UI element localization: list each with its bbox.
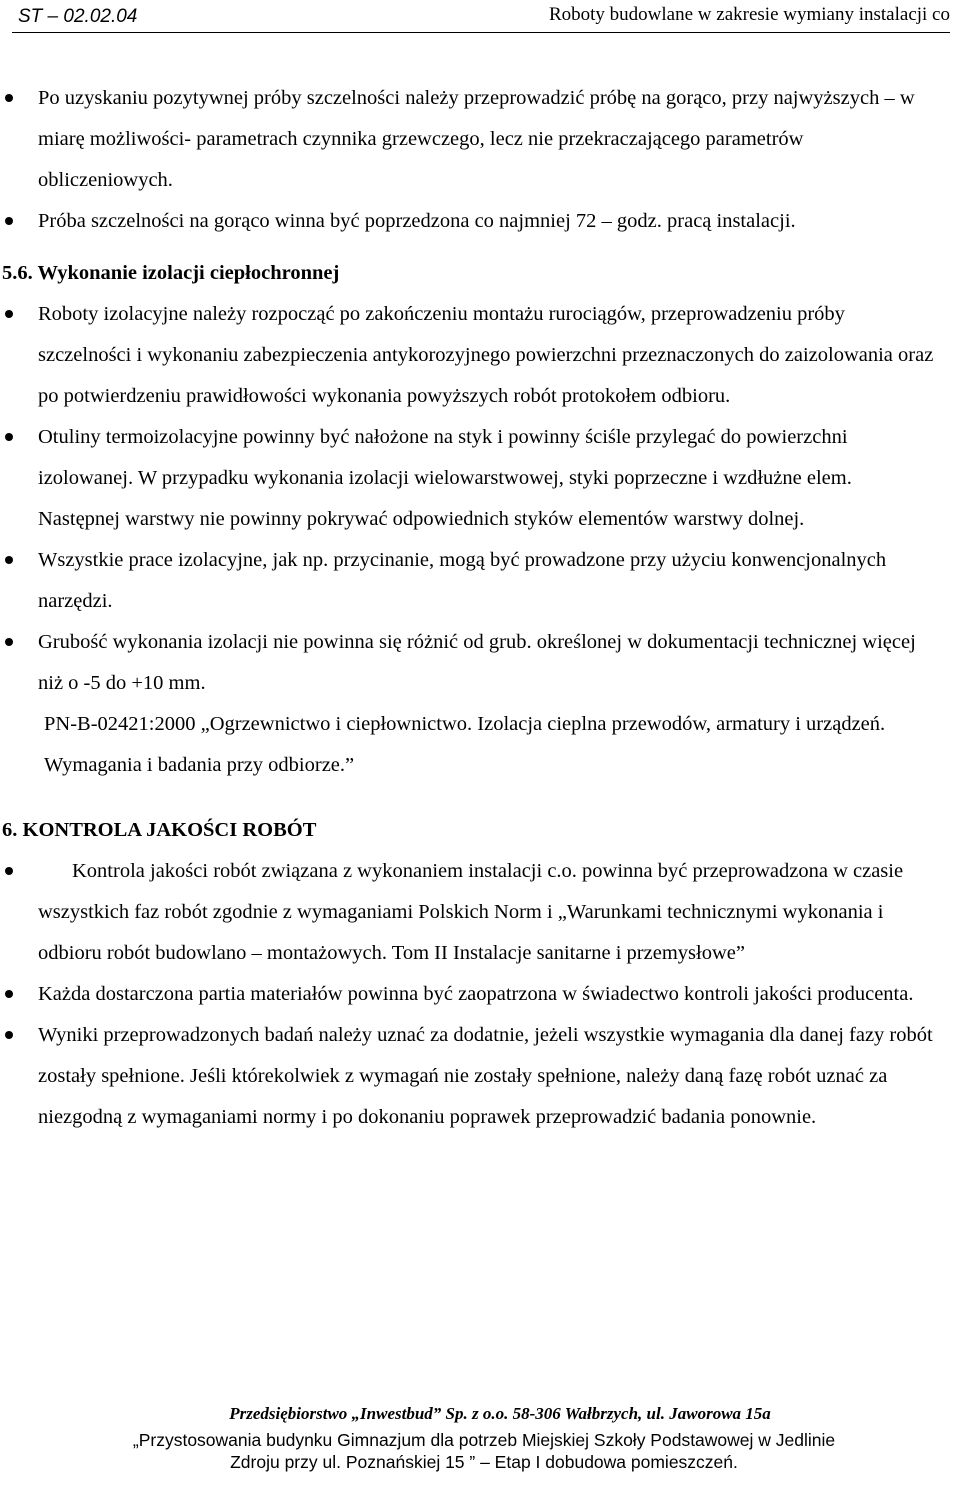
bullet-insulation-tools: Wszystkie prace izolacyjne, jak np. przycinanie, mogą być prowadzone przy użyciu konwencjonalnych narzędzi.	[0, 540, 960, 622]
bullet-material-certificate: Każda dostarczona partia materiałów powinna być zaopatrzona w świadectwo kontroli jakości producenta.	[0, 974, 960, 1015]
footer-project-line-2: Zdroju przy ul. Poznańskiej 15 ” – Etap I dobudowa pomieszczeń.	[230, 1452, 738, 1472]
bullet-insulation-thickness: Grubość wykonania izolacji nie powinna się różnić od grub. określonej w dokumentacji technicznej więcej niż o -5 do +10 mm.	[0, 622, 960, 704]
bullet-insulation-start: Roboty izolacyjne należy rozpocząć po zakończeniu montażu rurociągów, przeprowadzeniu próby szczelności i wykonaniu zabezpieczenia antykorozyjnego powierzchni przeznaczonych do zaizolowania oraz po potwierdzeniu prawidłowości wykonania powyższych robót protokołem odbioru.	[0, 294, 960, 417]
bullet-quality-control-text: Kontrola jakości robót związana z wykonaniem instalacji c.o. powinna być przeprowadzona w czasie wszystkich faz robót zgodnie z wymaganiami Polskich Norm i „Warunkami technicznymi wykonania i odbioru robót budowlano – montażowych. Tom II Instalacje sanitarne i przemysłowe”	[38, 860, 904, 964]
page-header	[0, 0, 960, 40]
document-title: Roboty budowlane w zakresie wymiany instalacji co	[548, 4, 950, 25]
page-footer	[0, 1404, 960, 1473]
footer-company: Przedsiębiorstwo „Inwestbud” Sp. z o.o. 58-306 Wałbrzych, ul. Jaworowa 15a	[229, 1404, 771, 1423]
bullet-insulation-jackets: Otuliny termoizolacyjne powinny być nałożone na styk i powinny ściśle przylegać do powierzchni izolowanej. W przypadku wykonania izolacji wielowarstwowej, styki poprzeczne i wzdłużne elem. Następnej warstwy nie powinny pokrywać odpowiednich styków elementów warstwy dolnej.	[0, 417, 960, 540]
spec-code: ST – 02.02.04	[18, 6, 138, 27]
document-body	[0, 78, 960, 1138]
header-divider	[12, 32, 950, 33]
bullet-test-results: Wyniki przeprowadzonych badań należy uznać za dodatnie, jeżeli wszystkie wymagania dla danej fazy robót zostały spełnione. Jeśli którekolwiek z wymagań nie zostały spełnione, należy daną fazę robót uznać za niezgodną z wymaganiami normy i po dokonaniu poprawek przeprowadzić badania ponownie.	[0, 1015, 960, 1138]
bullet-hot-test: Po uzyskaniu pozytywnej próby szczelności należy przeprowadzić próbę na gorąco, przy najwyższych – w miarę możliwości- parametrach czynnika grzewczego, lecz nie przekraczającego parametrów obliczeniowych.	[0, 78, 960, 201]
bullet-hot-test-preceded: Próba szczelności na gorąco winna być poprzedzona co najmniej 72 – godz. pracą instalacji.	[0, 201, 960, 242]
footer-project-line-1: „Przystosowania budynku Gimnazjum dla potrzeb Miejskiej Szkoły Podstawowej w Jedlinie	[132, 1430, 836, 1450]
section-5-6-heading: 5.6. Wykonanie izolacji ciepłochronnej	[2, 262, 340, 284]
norm-reference: PN-B-02421:2000 „Ogrzewnictwo i ciepłownictwo. Izolacja cieplna przewodów, armatury i urządzeń. Wymagania i badania przy odbiorze.”	[44, 713, 886, 776]
section-6-heading: 6. KONTROLA JAKOŚCI ROBÓT	[2, 819, 317, 841]
bullet-quality-control	[0, 851, 960, 974]
